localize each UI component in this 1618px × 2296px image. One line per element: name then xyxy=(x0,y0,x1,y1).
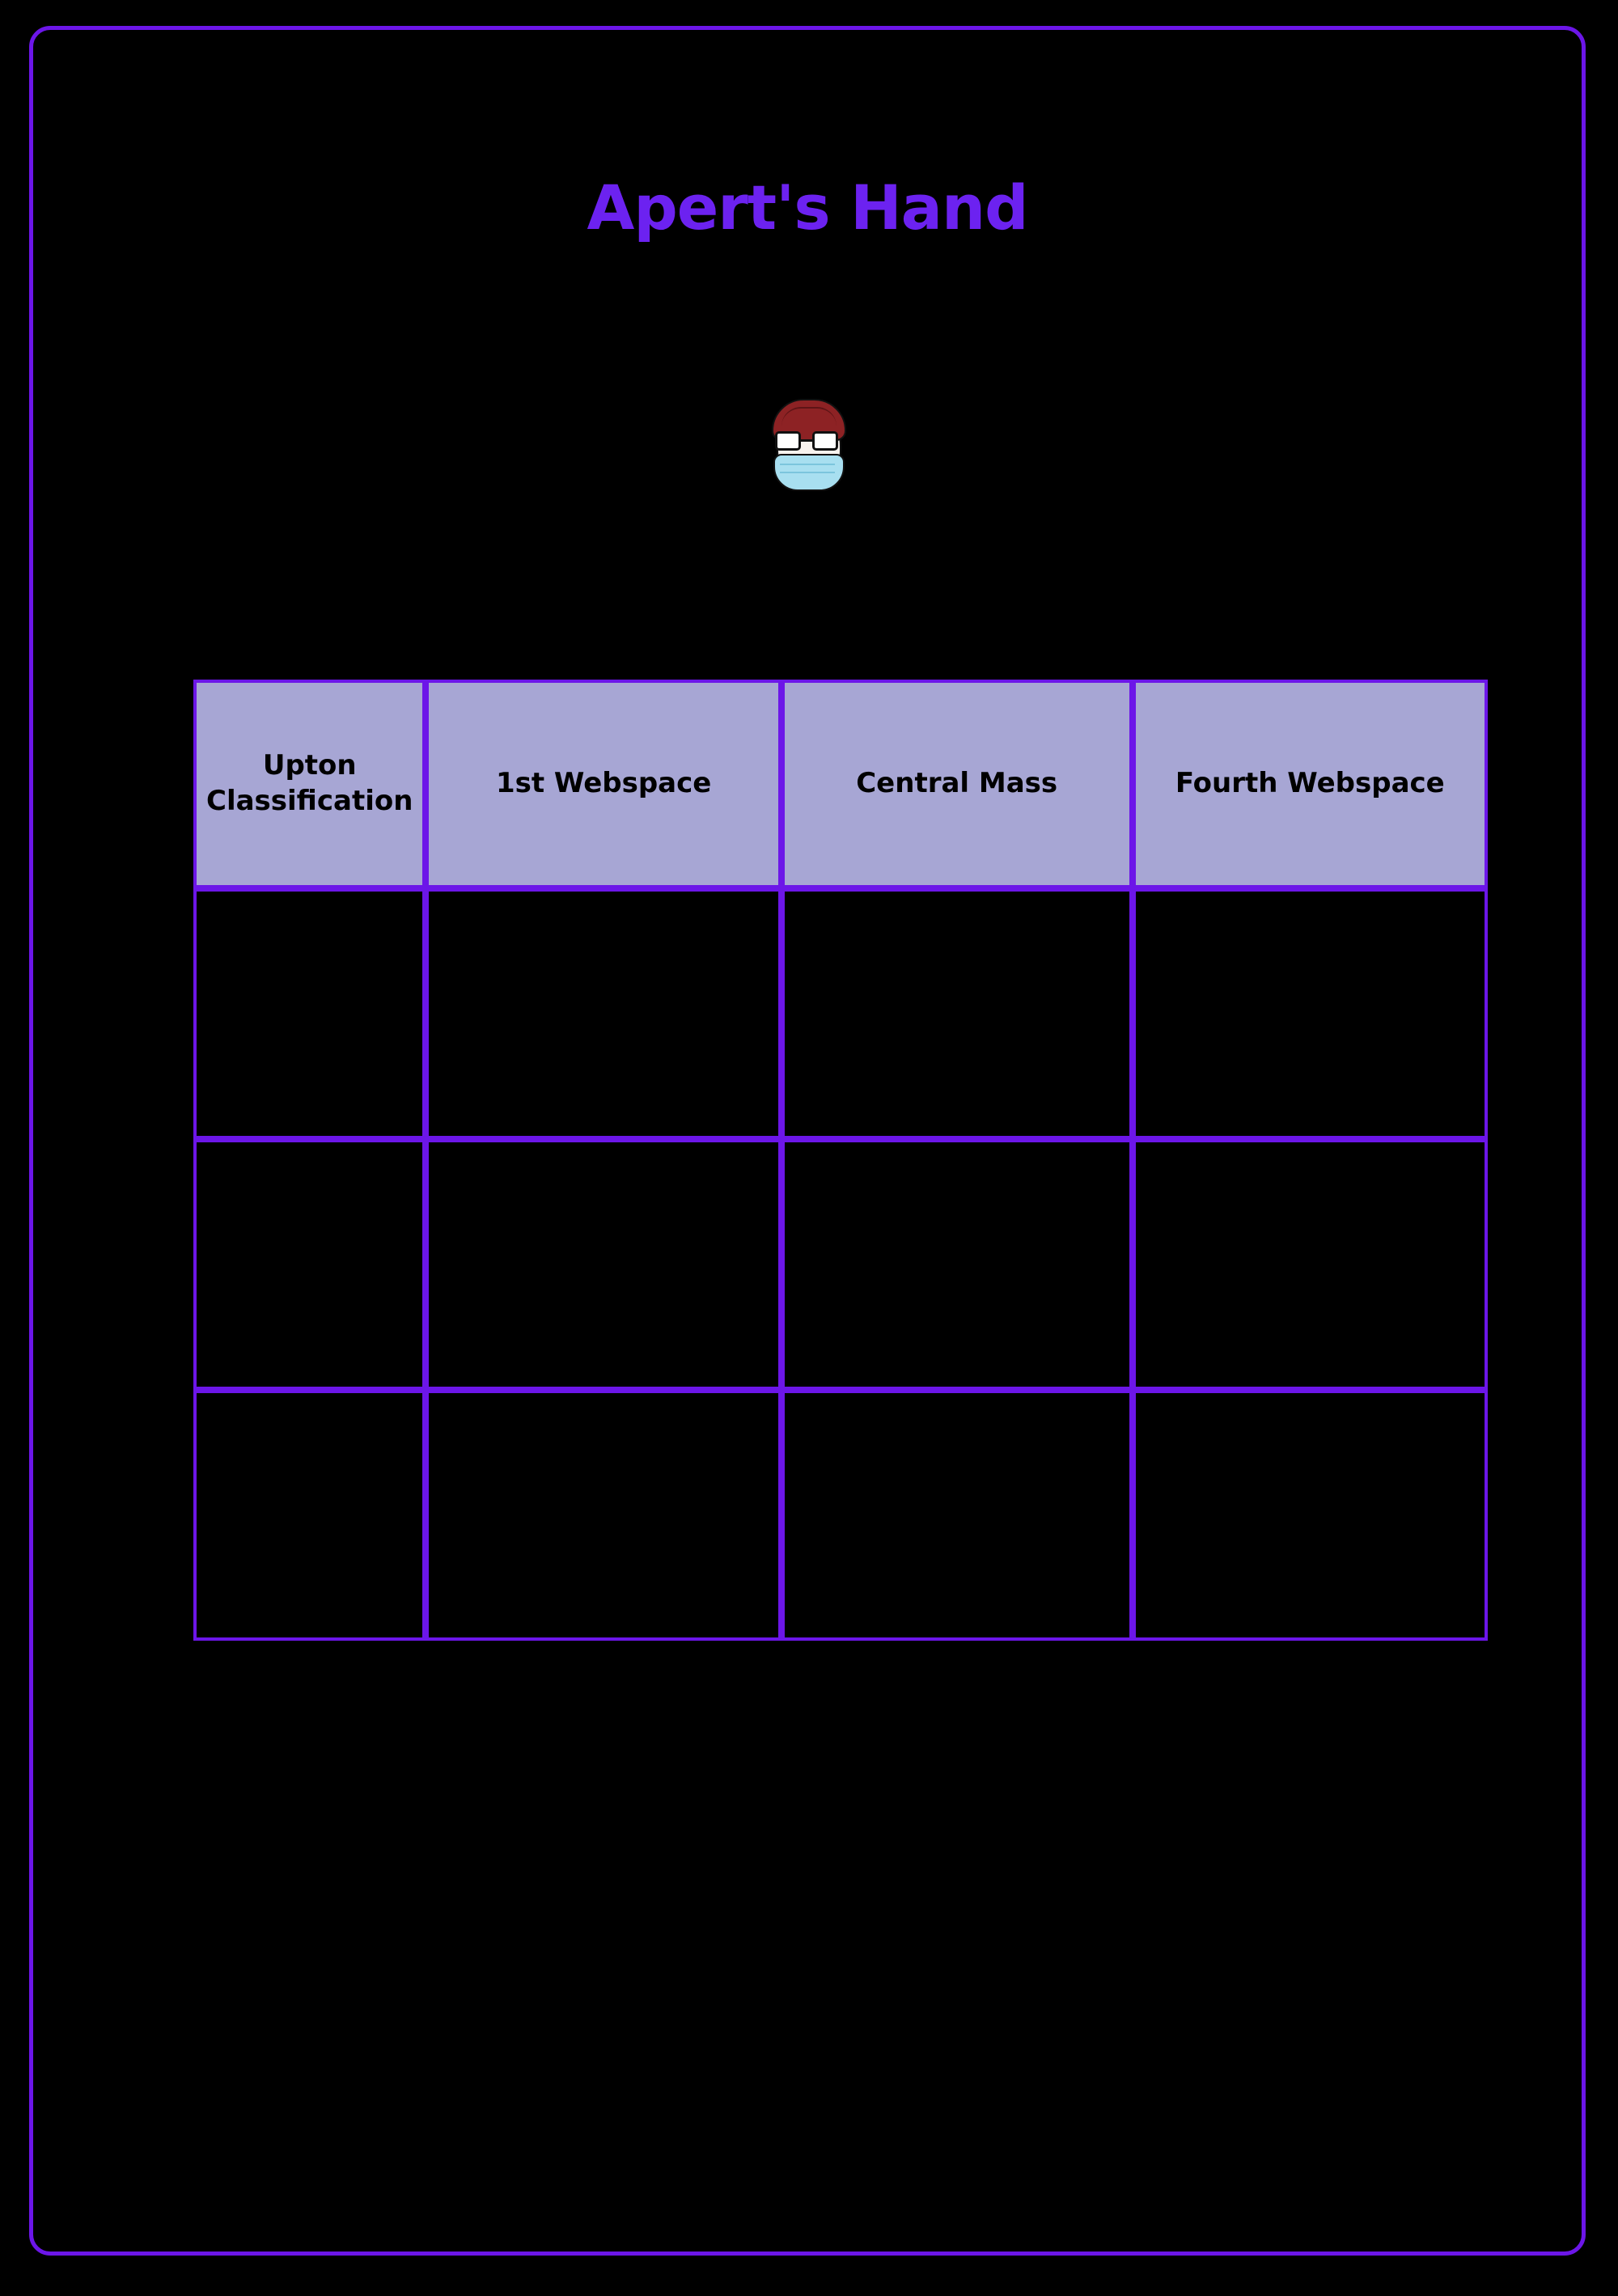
table-cell[interactable] xyxy=(1133,888,1488,1139)
table-cell[interactable] xyxy=(781,888,1133,1139)
table-header-row xyxy=(193,680,1488,888)
cell-text xyxy=(785,1506,1129,1525)
table-row xyxy=(193,1139,1488,1390)
cell-text xyxy=(197,1506,422,1525)
cell-text xyxy=(429,1004,777,1023)
table-cell[interactable] xyxy=(426,888,781,1139)
column-header-1st-webspace: 1st Webspace xyxy=(426,680,781,888)
doctor-avatar-icon xyxy=(759,386,856,495)
cell-text xyxy=(785,1004,1129,1023)
cell-text xyxy=(197,1004,422,1023)
avatar-face-mask-icon xyxy=(773,454,845,491)
table-cell[interactable] xyxy=(1133,1390,1488,1641)
table-cell[interactable] xyxy=(193,888,426,1139)
table-cell[interactable] xyxy=(426,1390,781,1641)
table-cell[interactable] xyxy=(193,1139,426,1390)
avatar-lens-right xyxy=(812,431,838,451)
table-row xyxy=(193,888,1488,1139)
avatar-lens-left xyxy=(775,431,801,451)
avatar-glasses-icon xyxy=(773,431,841,452)
page-title: Apert's Hand xyxy=(587,172,1028,244)
table-cell[interactable] xyxy=(1133,1139,1488,1390)
cell-text xyxy=(429,1255,777,1274)
table-cell[interactable] xyxy=(781,1390,1133,1641)
cell-text xyxy=(1136,1506,1485,1525)
column-header-central-mass: Central Mass xyxy=(781,680,1133,888)
page-frame xyxy=(29,26,1586,2256)
table-cell[interactable] xyxy=(781,1139,1133,1390)
classification-table xyxy=(193,680,1488,1641)
cell-text xyxy=(197,1255,422,1274)
table-row xyxy=(193,1390,1488,1641)
cell-text xyxy=(1136,1004,1485,1023)
avatar-container xyxy=(33,386,1582,498)
cell-text xyxy=(785,1255,1129,1274)
column-header-upton-classification: Upton Classification xyxy=(193,680,426,888)
table-cell[interactable] xyxy=(193,1390,426,1641)
cell-text xyxy=(429,1506,777,1525)
cell-text xyxy=(1136,1255,1485,1274)
table-cell[interactable] xyxy=(426,1139,781,1390)
column-header-fourth-webspace: Fourth Webspace xyxy=(1133,680,1488,888)
